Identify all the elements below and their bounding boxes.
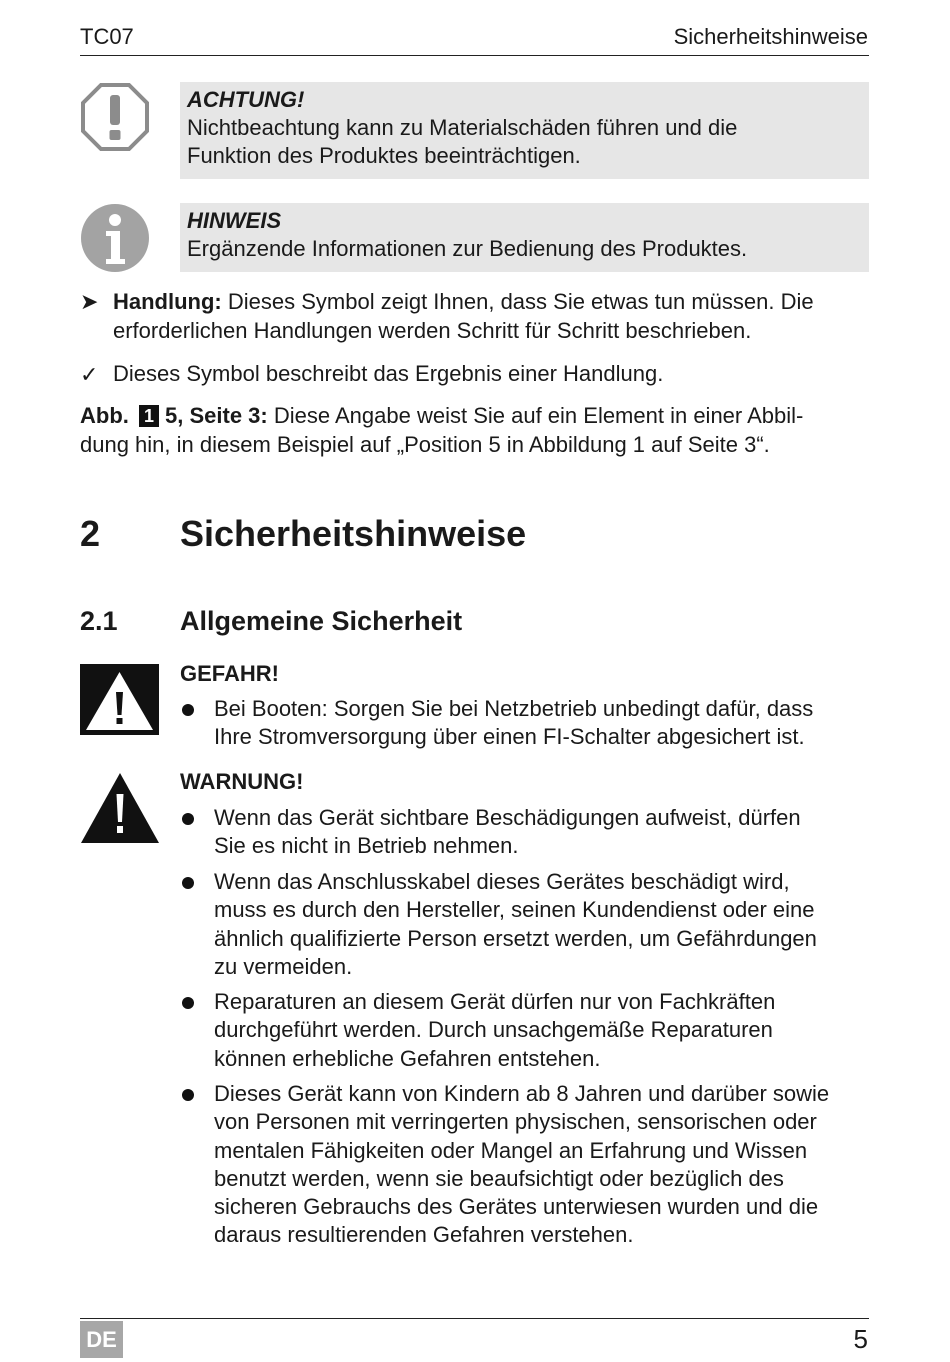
figure-reference-paragraph xyxy=(80,402,880,459)
list-item-line: durchgeführt werden. Durch unsachgemäße Reparaturen xyxy=(214,1017,773,1043)
gefahr-title: GEFAHR! xyxy=(180,661,279,686)
list-item-line: benutzt werden, wenn sie beaufsichtigt oder bezüglich des xyxy=(214,1165,784,1191)
list-item-line: Ihre Stromversorgung über einen FI-Schalter abgesichert ist. xyxy=(214,724,805,750)
checkmark-icon: ✓ xyxy=(80,362,99,387)
abb-text-2: dung hin, in diesem Beispiel auf „Position 5 in Abbildung 1 auf Seite 3“. xyxy=(80,431,770,457)
handlung-label: Handlung: xyxy=(113,289,222,314)
notice-line: Ergänzende Informationen zur Bedienung des Produktes. xyxy=(187,236,748,261)
handlung-text-2: erforderlichen Handlungen werden Schritt für Schritt beschrieben. xyxy=(113,317,752,343)
handlung-paragraph xyxy=(113,288,873,345)
subsection-title: Allgemeine Sicherheit xyxy=(180,606,463,636)
handlung-text: Dieses Symbol zeigt Ihnen, dass Sie etwas tun müssen. Die xyxy=(221,289,814,314)
page-number: 5 xyxy=(853,1324,868,1354)
notice-line: Funktion des Produktes beeinträchtigen. xyxy=(187,143,581,168)
footer-rule xyxy=(80,1318,869,1319)
abb-ref: 5, Seite 3: xyxy=(165,403,268,428)
section-number: 2 xyxy=(80,513,101,554)
list-item-line: mentalen Fähigkeiten oder Mangel an Erfahrung und Wissen xyxy=(214,1137,808,1163)
list-item xyxy=(180,1080,870,1250)
danger-warning-icon xyxy=(80,664,159,735)
octagon-exclamation-icon xyxy=(80,82,150,152)
section-title: Sicherheitshinweise xyxy=(180,513,527,554)
list-item-line: Wenn das Gerät sichtbare Beschädigungen aufweist, dürfen xyxy=(214,805,801,830)
list-item xyxy=(180,804,870,861)
list-item xyxy=(180,988,870,1073)
list-item-line: Reparaturen an diesem Gerät dürfen nur von Fachkräften xyxy=(214,989,776,1014)
bullet-icon xyxy=(182,877,194,889)
list-item-line: ähnlich qualifizierte Person ersetzt werden, um Gefährdungen xyxy=(214,925,817,951)
list-item-line: muss es durch den Hersteller, seinen Kundendienst oder eine xyxy=(214,897,815,923)
list-item-line: daraus resultierenden Gefahren verstehen. xyxy=(214,1222,634,1248)
warnung-title: WARNUNG! xyxy=(180,769,304,794)
header-rule xyxy=(80,55,869,56)
notice-hinweis xyxy=(180,203,869,272)
language-badge: DE xyxy=(80,1321,123,1358)
bullet-icon xyxy=(182,813,194,825)
header-model: TC07 xyxy=(80,24,134,49)
list-item xyxy=(180,868,870,981)
notice-achtung xyxy=(180,82,869,179)
figure-number-badge: 1 xyxy=(139,405,159,427)
notice-line: Nichtbeachtung kann zu Materialschäden führen und die xyxy=(187,115,738,140)
bullet-icon xyxy=(182,704,194,716)
list-item-line: zu vermeiden. xyxy=(214,953,353,979)
subsection-number: 2.1 xyxy=(80,606,118,636)
notice-title: ACHTUNG! xyxy=(187,87,305,112)
ergebnis-text: Dieses Symbol beschreibt das Ergebnis einer Handlung. xyxy=(113,361,664,386)
list-item-line: Bei Booten: Sorgen Sie bei Netzbetrieb unbedingt dafür, dass xyxy=(214,696,814,721)
list-item-line: Sie es nicht in Betrieb nehmen. xyxy=(214,833,519,859)
abb-label: Abb. xyxy=(80,403,129,428)
arrow-icon: ➤ xyxy=(80,289,99,314)
notice-title: HINWEIS xyxy=(187,208,282,233)
list-item-line: können erhebliche Gefahren entstehen. xyxy=(214,1045,601,1071)
info-circle-icon xyxy=(80,203,150,273)
warning-triangle-icon xyxy=(80,772,160,844)
list-item-line: Wenn das Anschlusskabel dieses Gerätes beschädigt wird, xyxy=(214,869,790,894)
abb-text: Diese Angabe weist Sie auf ein Element in einer Abbil- xyxy=(267,403,804,428)
list-item-line: Dieses Gerät kann von Kindern ab 8 Jahren und darüber sowie xyxy=(214,1081,830,1106)
list-item-line: sicheren Gebrauchs des Gerätes unterwiesen wurden und die xyxy=(214,1194,819,1220)
header-chapter: Sicherheitshinweise xyxy=(673,24,868,49)
bullet-icon xyxy=(182,1089,194,1101)
list-item xyxy=(180,695,870,752)
bullet-icon xyxy=(182,997,194,1009)
list-item-line: von Personen mit verringerten physischen, sensorischen oder xyxy=(214,1109,817,1135)
